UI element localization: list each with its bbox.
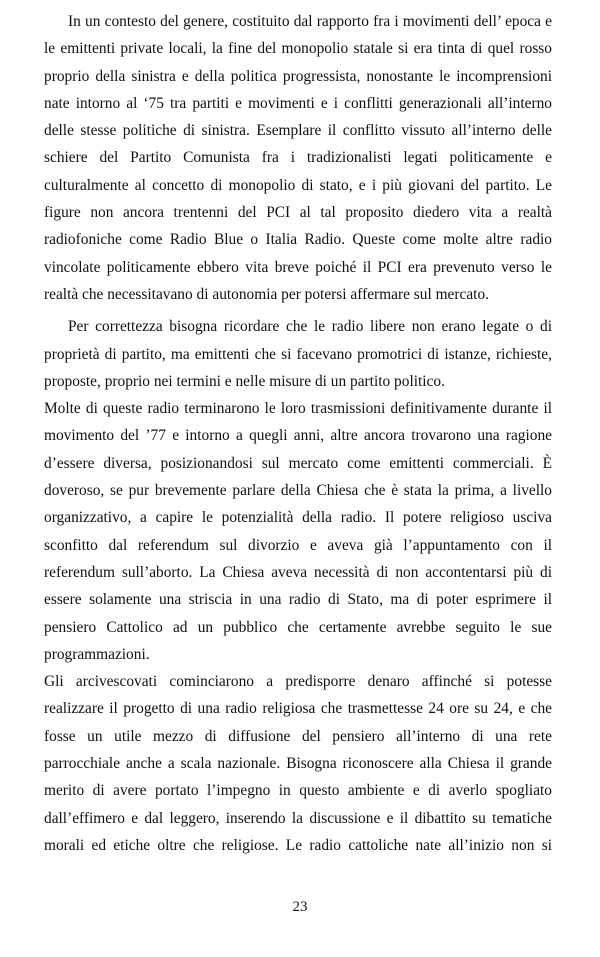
text-line: movimento del ’77 e intorno a quegli anni, altre ancora trovarono una ragione xyxy=(44,427,552,445)
text-line: organizzativo, a capire le potenzialità della radio. Il potere religioso usciva xyxy=(44,509,552,527)
text-line: sconfitto dal referendum sul divorzio e aveva già l’appuntamento con il xyxy=(44,536,552,554)
text-line: programmazioni. xyxy=(44,645,150,663)
text-line: culturalmente al concetto di monopolio di stato, e i più giovani del partito. Le xyxy=(44,176,552,194)
text-line: merito di avere portato l’impegno in questo ambiente e di averlo spogliato xyxy=(44,782,552,800)
text-line: realtà che necessitavano di autonomia per potersi affermare sul mercato. xyxy=(44,285,489,303)
paragraph-1 xyxy=(44,8,552,308)
text-line: fosse un utile mezzo di diffusione del pensiero all’interno di una rete xyxy=(44,727,552,745)
paragraph-4 xyxy=(44,668,552,859)
page-number: 23 xyxy=(292,899,308,915)
text-line: figure non ancora trentenni del PCI al tal proposito diedero vita a realtà xyxy=(44,204,552,222)
text-line: Molte di queste radio terminarono le loro trasmissioni definitivamente durante il xyxy=(44,400,552,418)
text-line: proprio della sinistra e della politica progressista, nonostante le incomprensioni xyxy=(44,67,552,85)
text-line: d’essere diversa, posizionandosi sul mercato come emittenti commerciali. È xyxy=(44,454,552,472)
text-line: vincolate politicamente ebbero vita breve poiché il PCI era prevenuto verso le xyxy=(44,258,552,276)
text-line: le emittenti private locali, la fine del monopolio statale si era tinta di quel rosso xyxy=(44,40,552,58)
text-line: nate intorno al ‘75 tra partiti e movimenti e i conflitti generazionali all’interno xyxy=(44,94,552,112)
text-line: parrocchiale anche a scala nazionale. Bisogna riconoscere alla Chiesa il grande xyxy=(44,755,552,773)
document-page xyxy=(44,8,552,859)
text-line: radiofoniche come Radio Blue o Italia Radio. Queste come molte altre radio xyxy=(44,231,552,249)
paragraph-3 xyxy=(44,395,552,668)
text-line: Per correttezza bisogna ricordare che le radio libere non erano legate o di xyxy=(68,318,552,336)
text-line: referendum sull’aborto. La Chiesa aveva necessità di non accontentarsi più di xyxy=(44,563,552,581)
text-line: schiere del Partito Comunista fra i tradizionalisti legati politicamente e xyxy=(44,149,552,167)
text-line: doveroso, se pur brevemente parlare della Chiesa che è stata la prima, a livello xyxy=(44,482,552,500)
text-line: dall’effimero e dal leggero, inserendo la discussione e il dibattito su tematiche xyxy=(44,809,552,827)
text-line: Gli arcivescovati cominciarono a predisporre denaro affinché si potesse xyxy=(44,673,552,691)
text-line: essere solamente una striscia in una radio di Stato, ma di poter esprimere il xyxy=(44,591,552,609)
text-line: pensiero Cattolico ad un pubblico che certamente avrebbe seguito le sue xyxy=(44,618,552,636)
text-line: delle stesse politiche di sinistra. Esemplare il conflitto vissuto all’interno delle xyxy=(44,122,552,140)
text-line: morali ed etiche oltre che religiose. Le radio cattoliche nate all’inizio non si xyxy=(44,836,552,854)
text-line: proprietà di partito, ma emittenti che si facevano promotrici di istanze, richieste, xyxy=(44,345,552,363)
text-line: In un contesto del genere, costituito dal rapporto fra i movimenti dell’ epoca e xyxy=(68,13,552,30)
text-line: proposte, proprio nei termini e nelle misure di un partito politico. xyxy=(44,372,445,390)
paragraph-2 xyxy=(44,313,552,395)
text-line: realizzare il progetto di una radio religiosa che trasmettesse 24 ore su 24, e che xyxy=(44,700,552,718)
